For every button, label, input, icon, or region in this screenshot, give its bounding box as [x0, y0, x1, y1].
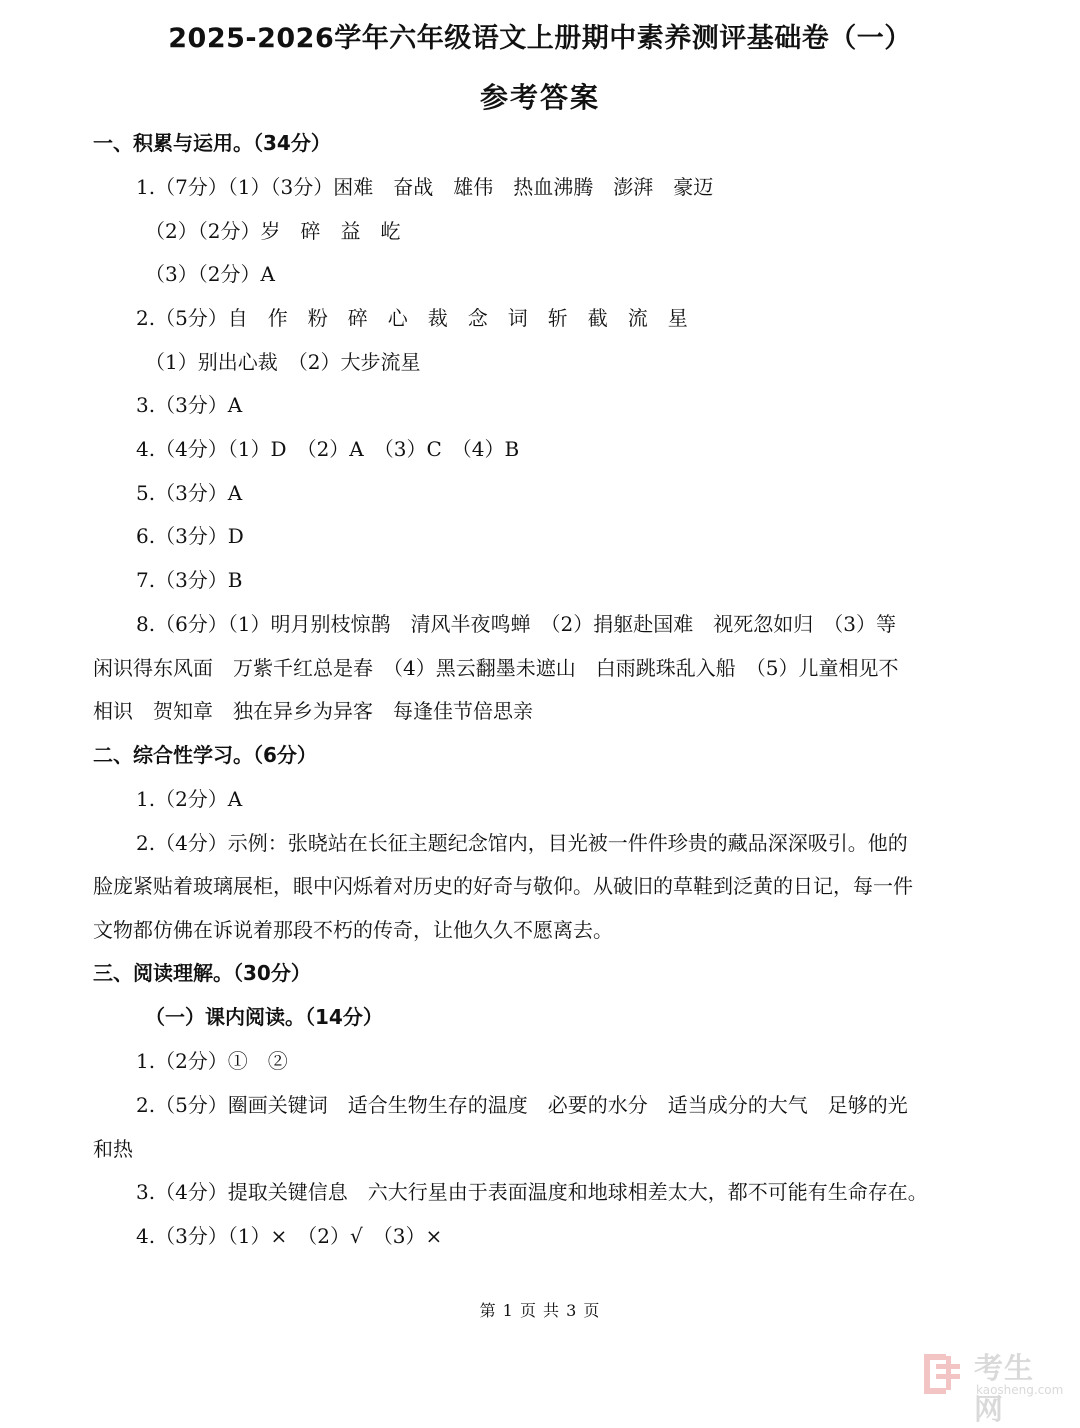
answer-line: 2.（5分）圈画关键词 适合生物生存的温度 必要的水分 适当成分的大气 足够的光: [136, 1093, 908, 1117]
answer-line: 3.（3分）A: [136, 393, 243, 417]
watermark-logo-icon: [922, 1350, 968, 1398]
subsection-heading: （一）课内阅读。（14分）: [145, 1005, 383, 1029]
answer-line-continued: 脸庞紧贴着玻璃展柜，眼中闪烁着对历史的好奇与敬仰。从破旧的草鞋到泛黄的日记，每一件: [93, 874, 913, 898]
answer-line: 4.（3分）（1）× （2）√ （3）×: [136, 1224, 443, 1248]
answer-line: 4.（4分）（1）D （2）A （3）C （4）B: [136, 437, 520, 461]
answer-line: （2）（2分）岁 碎 益 屹: [145, 219, 401, 243]
answer-line: 1.（2分）① ②: [136, 1049, 288, 1073]
section-heading-1: 一、积累与运用。（34分）: [93, 131, 331, 155]
section-heading-2: 二、综合性学习。（6分）: [93, 743, 317, 767]
answer-line-continued: 闲识得东风面 万紫千红总是春 （4）黑云翻墨未遮山 白雨跳珠乱入船 （5）儿童相见不: [93, 656, 899, 680]
section-heading-3: 三、阅读理解。（30分）: [93, 961, 311, 985]
answer-line: 8.（6分）（1）明月别枝惊鹊 清风半夜鸣蝉 （2）捐躯赴国难 视死忽如归 （3）等: [136, 612, 896, 636]
answer-line: 7.（3分）B: [136, 568, 243, 592]
watermark: [922, 1346, 1064, 1426]
answer-line-continued: 文物都仿佛在诉说着那段不朽的传奇，让他久久不愿离去。: [93, 918, 613, 942]
answer-line: 1.（2分）A: [136, 787, 243, 811]
watermark-url: kaosheng.com: [976, 1383, 1064, 1397]
answer-line: 1.（7分）（1）（3分）困难 奋战 雄伟 热血沸腾 澎湃 豪迈: [136, 175, 714, 199]
answer-line: （1）别出心裁 （2）大步流星: [145, 350, 421, 374]
page-number: 第 1 页 共 3 页: [479, 1301, 601, 1320]
answer-line: 3.（4分）提取关键信息 六大行星由于表面温度和地球相差太大，都不可能有生命存在。: [136, 1180, 928, 1204]
document-subtitle: 参考答案: [479, 81, 600, 114]
watermark-brand: 考生网: [974, 1351, 1035, 1426]
answer-line: 2.（4分）示例：张晓站在长征主题纪念馆内，目光被一件件珍贵的藏品深深吸引。他的: [136, 831, 908, 855]
answer-line: 5.（3分）A: [136, 481, 243, 505]
answer-line: 6.（3分）D: [136, 524, 244, 548]
answer-line: 2.（5分）自 作 粉 碎 心 裁 念 词 斩 截 流 星: [136, 306, 688, 330]
answer-line: （3）（2分）A: [145, 262, 275, 286]
answer-line-continued: 和热: [93, 1137, 133, 1161]
document-title: 2025-2026学年六年级语文上册期中素养测评基础卷（一）: [168, 23, 912, 54]
answer-line-continued: 相识 贺知章 独在异乡为异客 每逢佳节倍思亲: [93, 699, 533, 723]
